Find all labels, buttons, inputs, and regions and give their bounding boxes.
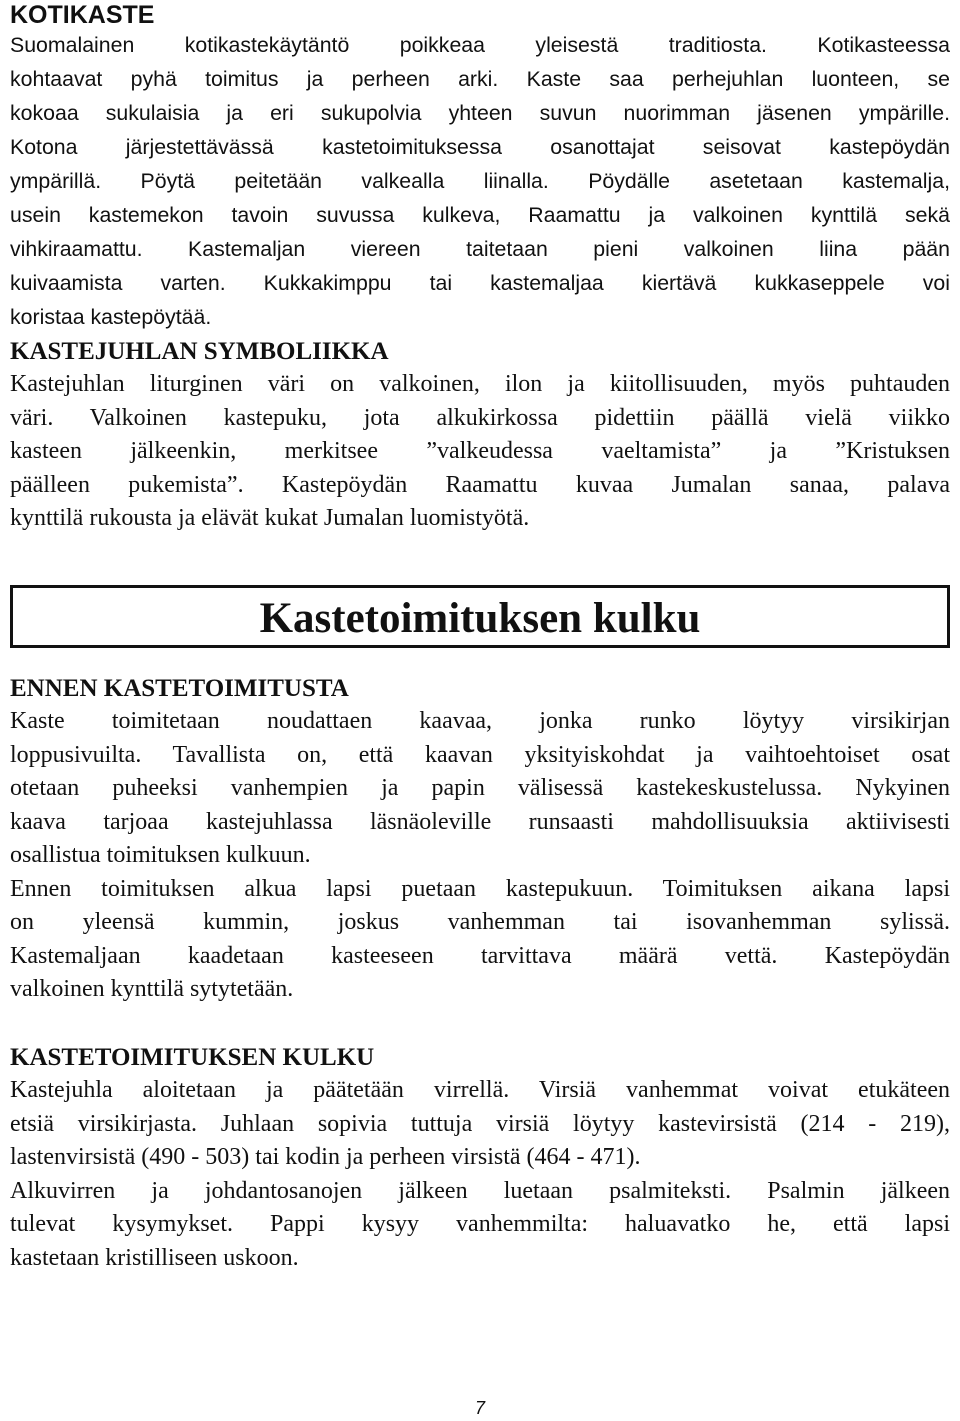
page-number: 7: [474, 1398, 485, 1418]
paragraph-ennen: [10, 705, 950, 1007]
text-line: Kotona järjestettävässä kastetoimituksessa osanottajat seisovat kastepöydän: [10, 135, 950, 159]
text-line: usein kastemekon tavoin suvussa kulkeva, Raamattu ja valkoinen kynttilä sekä: [10, 203, 950, 227]
text-line: loppusivuilta. Tavallista on, että kaavan yksityiskohdat ja vaihtoehtoiset osat: [10, 741, 950, 768]
section-heading-kotikaste: KOTIKASTE: [10, 1, 155, 29]
text-line: Kaste toimitetaan noudattaen kaavaa, jonka runko löytyy virsikirjan: [10, 708, 950, 734]
text-line: osallistua toimituksen kulkuun.: [10, 842, 311, 868]
paragraph-symboliikka: [10, 368, 950, 536]
text-line: Suomalainen kotikastekäytäntö poikkeaa yleisestä traditiosta. Kotikasteessa: [10, 33, 950, 57]
text-line: kaava tarjoaa kastejuhlassa läsnäoleville runsaasti mahdollisuuksia aktiivisesti: [10, 808, 950, 835]
title-box: [10, 585, 950, 648]
text-line: otetaan puheeksi vanhempien ja papin välisessä kastekeskustelussa. Nykyinen: [10, 775, 950, 801]
text-line: Kastejuhla aloitetaan ja päätetään virrellä. Virsiä vanhemmat voivat etukäteen: [10, 1077, 950, 1103]
text-line: kokoaa sukulaisia ja eri sukupolvia yhteen suvun nuorimman jäsenen ympärille.: [10, 101, 950, 125]
text-line: vihkiraamattu. Kastemaljan viereen taitetaan pieni valkoinen liina pään: [10, 237, 950, 261]
text-line: päälleen pukemista”. Kastepöydän Raamattu kuvaa Jumalan sanaa, palava: [10, 471, 950, 498]
text-line: etsiä virsikirjasta. Juhlaan sopivia tuttuja virsiä löytyy kastevirsistä (214 - 219),: [10, 1110, 950, 1137]
text-line: koristaa kastepöytää.: [10, 305, 212, 329]
text-line: kasteen jälkeenkin, merkitsee ”valkeudessa vaeltamista” ja ”Kristuksen: [10, 438, 950, 464]
text-line: väri. Valkoinen kastepuku, jota alkukirkossa pidettiin päällä vielä viikko: [10, 404, 950, 431]
page-title: Kastetoimituksen kulku: [259, 595, 701, 642]
text-line: kastetaan kristilliseen uskoon.: [10, 1244, 299, 1271]
text-line: kynttilä rukousta ja elävät kukat Jumalan luomistyötä.: [10, 505, 530, 531]
text-line: lastenvirsistä (490 - 503) tai kodin ja perheen virsistä (464 - 471).: [10, 1144, 641, 1170]
text-line: Alkuvirren ja johdantosanojen jälkeen luetaan psalmiteksti. Psalmin jälkeen: [10, 1177, 950, 1204]
text-line: Kastejuhlan liturginen väri on valkoinen, ilon ja kiitollisuuden, myös puhtauden: [10, 371, 950, 397]
section-heading-ennen: ENNEN KASTETOIMITUSTA: [10, 675, 349, 702]
text-line: valkoinen kynttilä sytytetään.: [10, 976, 294, 1002]
section-heading-kulku: KASTETOIMITUKSEN KULKU: [10, 1044, 375, 1071]
text-line: Kastemaljaan kaadetaan kasteeseen tarvittava määrä vettä. Kastepöydän: [10, 942, 950, 969]
text-line: Ennen toimituksen alkua lapsi puetaan kastepukuun. Toimituksen aikana lapsi: [10, 875, 950, 902]
text-line: kohtaavat pyhä toimitus ja perheen arki. Kaste saa perhejuhlan luonteen, se: [10, 67, 950, 91]
text-line: kuivaamista varten. Kukkakimppu tai kastemaljaa kiertävä kukkaseppele voi: [10, 271, 950, 295]
text-line: ympärillä. Pöytä peitetään valkealla liinalla. Pöydälle asetetaan kastemalja,: [10, 169, 950, 193]
text-line: tulevat kysymykset. Pappi kysyy vanhemmilta: haluavatko he, että lapsi: [10, 1211, 950, 1237]
section-heading-symboliikka: KASTEJUHLAN SYMBOLIIKKA: [10, 338, 389, 365]
paragraph-kulku: [10, 1074, 950, 1275]
text-line: on yleensä kummin, joskus vanhemman tai isovanhemman sylissä.: [10, 909, 950, 935]
paragraph-kotikaste: [10, 28, 950, 334]
